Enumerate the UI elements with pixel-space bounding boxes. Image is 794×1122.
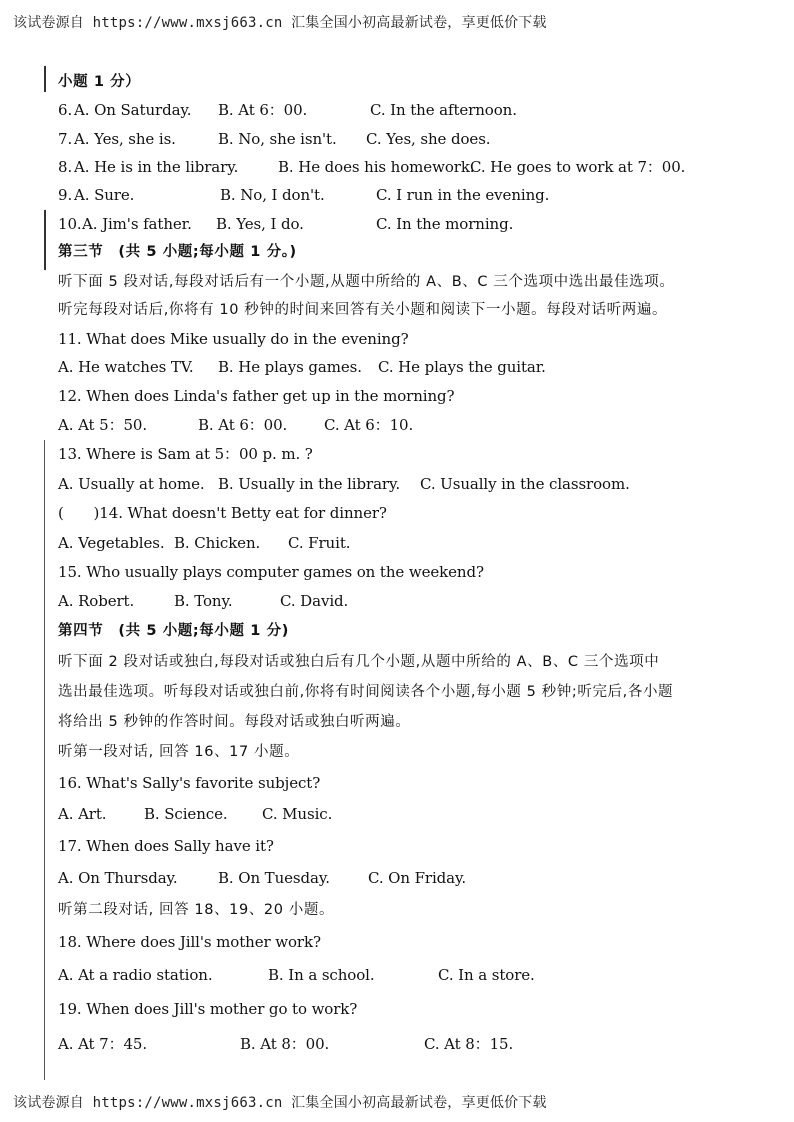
watermark-bottom: 该试卷源自 https://www.mxsj663.cn 汇集全国小初高最新试卷，享更低价下载 [13, 1095, 547, 1111]
question-number: 10. [58, 215, 82, 233]
option-a: A. Art. [58, 805, 107, 823]
option-b: B. In a school. [268, 966, 375, 984]
option-c: C. He plays the guitar. [378, 358, 546, 376]
option-b: B. Yes, I do. [216, 215, 304, 233]
section-3-instruction: 听下面 5 段对话,每段对话后有一个小题,从题中所给的 A、B、C 三个选项中选出最佳选项。 [58, 274, 675, 290]
option-c: C. Yes, she does. [366, 130, 491, 148]
question-17-stem: 17. When does Sally have it? [58, 837, 274, 855]
option-b: B. No, she isn't. [218, 130, 337, 148]
option-b: B. Usually in the library. [218, 475, 401, 493]
option-b: B. Chicken. [174, 534, 261, 552]
question-10 [58, 214, 514, 234]
option-a: A. He watches TV. [58, 358, 194, 376]
margin-line [44, 210, 46, 270]
option-c: C. David. [280, 592, 349, 610]
option-b: B. Science. [144, 805, 228, 823]
option-b: B. At 6：00. [198, 416, 288, 434]
option-c: C. In a store. [438, 966, 535, 984]
option-b: B. Tony. [174, 592, 233, 610]
question-number: 6. [58, 101, 73, 119]
option-c: C. Usually in the classroom. [420, 475, 630, 493]
option-a: A. Jim's father. [82, 215, 192, 233]
question-header-tail: 小题 1 分） [58, 74, 141, 90]
option-c: C. I run in the evening. [376, 186, 550, 204]
option-a: A. Usually at home. [58, 475, 205, 493]
option-a: A. Robert. [58, 592, 135, 610]
question-number: 8. [58, 158, 73, 176]
option-c: C. He goes to work at 7：00. [470, 158, 686, 176]
option-b: B. He plays games. [218, 358, 362, 376]
option-c: C. At 8：15. [424, 1035, 514, 1053]
watermark-top: 该试卷源自 https://www.mxsj663.cn 汇集全国小初高最新试卷，享更低价下载 [13, 15, 547, 31]
question-19-stem: 19. When does Jill's mother go to work? [58, 1000, 358, 1018]
option-c: C. In the afternoon. [370, 101, 517, 119]
question-15-stem: 15. Who usually plays computer games on the weekend? [58, 563, 484, 581]
option-a: A. On Thursday. [58, 869, 178, 887]
option-b: B. At 8：00. [240, 1035, 330, 1053]
option-b: B. On Tuesday. [218, 869, 330, 887]
section-4-instruction: 将给出 5 秒钟的作答时间。每段对话或独白听两遍。 [58, 714, 411, 730]
option-c: C. At 6：10. [324, 416, 414, 434]
option-c: C. On Friday. [368, 869, 467, 887]
section-3-title: 第三节 (共 5 小题;每小题 1 分。) [58, 244, 297, 260]
option-a: A. He is in the library. [74, 158, 239, 176]
option-b: B. He does his homework. [278, 158, 475, 176]
question-number: 7. [58, 130, 73, 148]
option-a: A. On Saturday. [74, 101, 192, 119]
dialogue-2-heading: 听第二段对话, 回答 18、19、20 小题。 [58, 902, 335, 918]
section-4-instruction: 听下面 2 段对话或独白,每段对话或独白后有几个小题,从题中所给的 A、B、C 三个选项中 [58, 654, 660, 670]
margin-line [44, 440, 45, 1080]
question-number: 9. [58, 186, 73, 204]
section-3-instruction: 听完每段对话后,你将有 10 秒钟的时间来回答有关小题和阅读下一小题。每段对话听两遍。 [58, 302, 668, 318]
option-a: A. At 5：50. [58, 416, 148, 434]
section-4-instruction: 选出最佳选项。听每段对话或独白前,你将有时间阅读各个小题,每小题 5 秒钟;听完后,各小题 [58, 684, 674, 700]
option-c: C. Music. [262, 805, 333, 823]
question-7 [58, 129, 491, 149]
option-a: A. Sure. [74, 186, 135, 204]
option-b: B. At 6：00. [218, 101, 308, 119]
option-c: C. Fruit. [288, 534, 351, 552]
option-b: B. No, I don't. [220, 186, 325, 204]
option-c: C. In the morning. [376, 215, 514, 233]
option-a: A. Yes, she is. [74, 130, 176, 148]
question-6 [58, 100, 517, 120]
question-12-stem: 12. When does Linda's father get up in the morning? [58, 387, 455, 405]
option-a: A. Vegetables. [58, 534, 165, 552]
question-9 [58, 185, 550, 205]
question-16-stem: 16. What's Sally's favorite subject? [58, 774, 321, 792]
margin-line [44, 66, 46, 92]
dialogue-1-heading: 听第一段对话, 回答 16、17 小题。 [58, 744, 300, 760]
question-13-stem: 13. Where is Sam at 5：00 p. m. ? [58, 445, 313, 463]
question-8 [58, 157, 686, 177]
question-14-stem: ( )14. What doesn't Betty eat for dinner? [58, 504, 387, 522]
question-11-stem: 11. What does Mike usually do in the evening? [58, 330, 409, 348]
section-4-title: 第四节 (共 5 小题;每小题 1 分) [58, 623, 289, 639]
option-a: A. At a radio station. [58, 966, 213, 984]
question-18-stem: 18. Where does Jill's mother work? [58, 933, 321, 951]
option-a: A. At 7：45. [58, 1035, 148, 1053]
